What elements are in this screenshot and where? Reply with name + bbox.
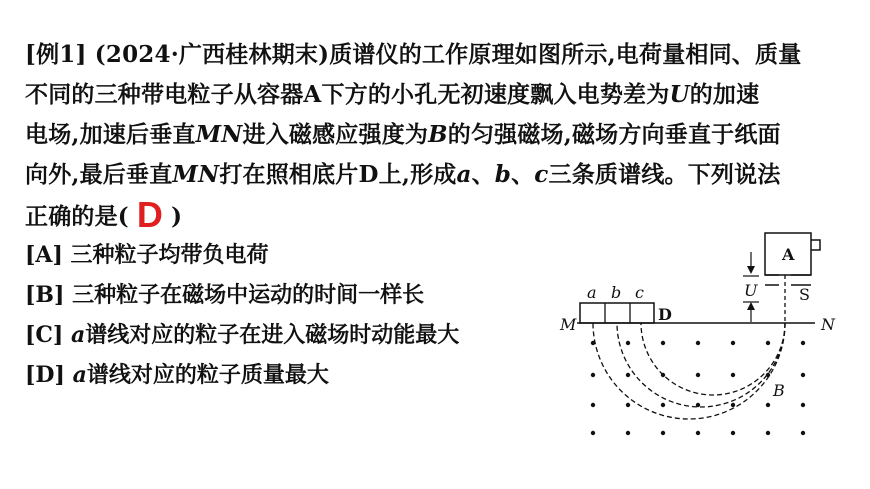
option-text: 三种粒子在磁场中运动的时间一样长 bbox=[64, 282, 425, 308]
label-M: M bbox=[560, 315, 577, 334]
u-arrow-top-head bbox=[747, 266, 755, 274]
field-dot bbox=[591, 373, 595, 377]
option-text: 三种粒子均带负电荷 bbox=[62, 242, 269, 268]
label-a: a bbox=[587, 283, 597, 302]
field-dot bbox=[591, 431, 595, 435]
option-key: [A] bbox=[25, 242, 63, 268]
question-text: 向外,最后垂直 bbox=[25, 161, 173, 188]
field-dot bbox=[661, 373, 665, 377]
symbol-MN: MN bbox=[195, 121, 243, 148]
symbol-B: B bbox=[428, 121, 448, 148]
question-source: (2024·广西桂林期末) bbox=[94, 41, 330, 68]
field-dot bbox=[696, 403, 700, 407]
question-line-1 bbox=[25, 40, 801, 70]
option-b bbox=[25, 280, 424, 310]
symbol-U: U bbox=[669, 81, 690, 108]
option-c bbox=[25, 320, 459, 350]
field-dot bbox=[591, 341, 595, 345]
question-line-2 bbox=[25, 80, 759, 110]
label-S: S bbox=[799, 285, 810, 304]
option-symbol: a bbox=[71, 322, 86, 348]
field-dot bbox=[766, 341, 770, 345]
label-D: D bbox=[658, 305, 672, 324]
option-a bbox=[25, 240, 269, 270]
field-dot bbox=[766, 431, 770, 435]
photo-film-D bbox=[580, 303, 654, 323]
field-dot bbox=[591, 403, 595, 407]
field-dot bbox=[801, 403, 805, 407]
field-dot bbox=[801, 373, 805, 377]
symbol-c: c bbox=[534, 161, 549, 188]
question-line-3 bbox=[25, 120, 781, 150]
question-text: 的匀强磁场,磁场方向垂直于纸面 bbox=[447, 121, 781, 148]
option-key: [B] bbox=[25, 282, 65, 308]
option-key: [C] bbox=[25, 322, 64, 348]
question-text: 下方的小孔无初速度飘入电势差为 bbox=[321, 81, 670, 108]
field-dot bbox=[766, 373, 770, 377]
question-tag: [例1] bbox=[25, 41, 87, 68]
question-text: ) bbox=[171, 203, 183, 230]
question-text: 正确的是( bbox=[25, 203, 129, 230]
label-B: B bbox=[773, 381, 785, 400]
field-dot bbox=[696, 373, 700, 377]
question-text: 不同的三种带电粒子从容器 bbox=[25, 81, 304, 108]
option-text: 谱线对应的粒子质量最大 bbox=[86, 362, 329, 388]
field-dot bbox=[626, 341, 630, 345]
symbol-MN: MN bbox=[172, 161, 220, 188]
field-dot bbox=[661, 341, 665, 345]
label-c: c bbox=[635, 283, 644, 302]
field-dot bbox=[661, 403, 665, 407]
label-A: A bbox=[782, 245, 795, 264]
field-dot bbox=[696, 341, 700, 345]
field-dot bbox=[801, 431, 805, 435]
question-text: A bbox=[303, 81, 322, 108]
field-dot bbox=[731, 431, 735, 435]
field-dot bbox=[731, 403, 735, 407]
question-line-5 bbox=[25, 194, 183, 235]
field-dot bbox=[626, 431, 630, 435]
field-dot bbox=[766, 403, 770, 407]
field-dot bbox=[626, 373, 630, 377]
field-dot bbox=[731, 373, 735, 377]
field-dot bbox=[801, 341, 805, 345]
question-line-4 bbox=[25, 160, 781, 190]
label-N: N bbox=[821, 315, 835, 334]
field-dot bbox=[661, 431, 665, 435]
question-text: 质谱仪的工作原理如图所示,电荷量相同、质量 bbox=[329, 41, 802, 68]
symbol-b: b bbox=[494, 161, 512, 188]
option-text: 谱线对应的粒子在进入磁场时动能最大 bbox=[85, 322, 460, 348]
question-text: 打在照相底片 bbox=[219, 161, 359, 188]
question-text: 的加速 bbox=[689, 81, 760, 108]
question-text: D bbox=[358, 161, 379, 188]
container-nozzle bbox=[811, 240, 820, 250]
option-key: [D] bbox=[25, 362, 65, 388]
question-text: 电场,加速后垂直 bbox=[25, 121, 196, 148]
field-dot bbox=[626, 403, 630, 407]
label-b: b bbox=[611, 283, 622, 302]
question-text: 、 bbox=[511, 161, 535, 188]
question-text: 上,形成 bbox=[378, 161, 457, 188]
question-text: 、 bbox=[471, 161, 495, 188]
question-text: 三条质谱线。下列说法 bbox=[548, 161, 781, 188]
field-dot bbox=[731, 341, 735, 345]
u-arrow-bottom-head bbox=[747, 302, 755, 310]
symbol-a: a bbox=[456, 161, 472, 188]
field-dot bbox=[696, 431, 700, 435]
mass-spectrometer-diagram bbox=[555, 230, 855, 445]
trajectory-a bbox=[593, 323, 785, 419]
answer-mark: D bbox=[136, 194, 164, 235]
question-text: 进入磁感应强度为 bbox=[242, 121, 429, 148]
label-U: U bbox=[744, 281, 758, 300]
option-symbol: a bbox=[72, 362, 87, 388]
option-d bbox=[25, 360, 329, 390]
